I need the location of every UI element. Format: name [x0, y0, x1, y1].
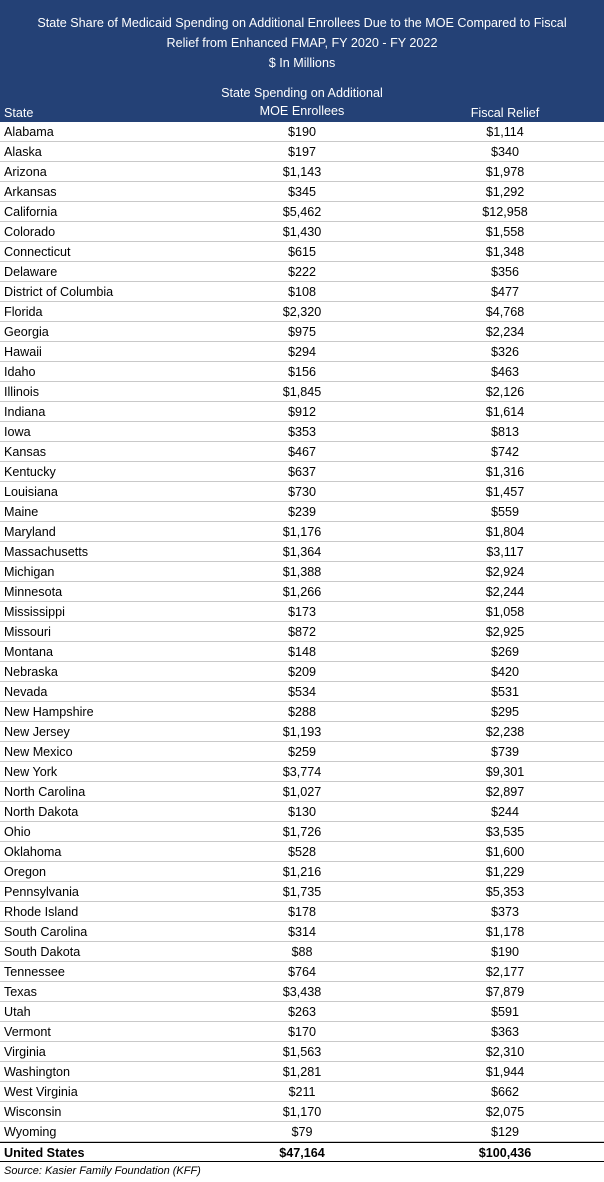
fiscal-relief-cell: $5,353 [485, 885, 525, 899]
state-cell: New York [4, 765, 58, 779]
moe-cell: $1,266 [282, 585, 322, 599]
table-row [0, 382, 604, 402]
state-cell: Alaska [4, 145, 42, 159]
fiscal-relief-cell: $1,614 [485, 405, 525, 419]
moe-cell: $615 [287, 245, 317, 259]
moe-cell: $764 [287, 965, 317, 979]
table-row [0, 762, 604, 782]
table-row [0, 722, 604, 742]
moe-cell: $3,438 [282, 985, 322, 999]
table-row [0, 582, 604, 602]
table-row [0, 622, 604, 642]
moe-cell: $353 [287, 425, 317, 439]
table-row [0, 882, 604, 902]
moe-cell: $108 [287, 285, 317, 299]
column-header-moe-line: State Spending on Additional [221, 86, 383, 100]
moe-cell: $239 [287, 505, 317, 519]
column-header-state: State [4, 106, 34, 120]
fiscal-relief-cell: $1,944 [485, 1065, 525, 1079]
table-row [0, 1062, 604, 1082]
state-cell: Kentucky [4, 465, 56, 479]
moe-cell: $1,388 [282, 565, 322, 579]
table-row [0, 482, 604, 502]
table-row [0, 962, 604, 982]
fiscal-relief-cell: $2,925 [485, 625, 525, 639]
table-row [0, 362, 604, 382]
moe-cell: $637 [287, 465, 317, 479]
table-header [0, 0, 604, 122]
moe-cell: $912 [287, 405, 317, 419]
table-row [0, 642, 604, 662]
table-row [0, 402, 604, 422]
fiscal-relief-cell: $1,114 [486, 125, 524, 139]
moe-cell: $1,563 [282, 1045, 322, 1059]
state-cell: North Carolina [4, 785, 86, 799]
moe-cell: $872 [287, 625, 317, 639]
state-cell: South Dakota [4, 945, 81, 959]
moe-cell: $1,216 [282, 865, 322, 879]
fiscal-relief-cell: $340 [490, 145, 520, 159]
fiscal-relief-cell: $3,535 [485, 825, 525, 839]
moe-cell: $1,027 [282, 785, 322, 799]
moe-cell: $1,143 [282, 165, 322, 179]
moe-cell: $1,845 [282, 385, 322, 399]
moe-cell: $730 [287, 485, 317, 499]
table-row [0, 122, 604, 142]
state-cell: Mississippi [4, 605, 65, 619]
table-row [0, 942, 604, 962]
state-cell: Ohio [4, 825, 31, 839]
state-cell: New Mexico [4, 745, 73, 759]
fiscal-relief-cell: $373 [490, 905, 520, 919]
fiscal-relief-cell: $2,310 [485, 1045, 525, 1059]
moe-cell: $314 [287, 925, 317, 939]
table-row [0, 342, 604, 362]
fiscal-relief-cell: $7,879 [485, 985, 525, 999]
fiscal-relief-cell: $4,768 [485, 305, 525, 319]
table-row [0, 1022, 604, 1042]
state-cell: Indiana [4, 405, 46, 419]
moe-cell: $173 [287, 605, 317, 619]
fiscal-relief-cell: $129 [490, 1125, 520, 1139]
fiscal-relief-cell: $662 [490, 1085, 520, 1099]
state-cell: Arkansas [4, 185, 57, 199]
fiscal-relief-cell: $295 [490, 705, 520, 719]
table-row [0, 322, 604, 342]
moe-cell: $130 [287, 805, 317, 819]
moe-cell: $156 [287, 365, 317, 379]
column-header-moe [193, 84, 411, 120]
moe-cell: $88 [291, 945, 313, 959]
state-cell: Idaho [4, 365, 36, 379]
state-cell: Michigan [4, 565, 55, 579]
moe-cell: $1,735 [282, 885, 322, 899]
table-row [0, 662, 604, 682]
state-cell: Oklahoma [4, 845, 62, 859]
state-cell: United States [4, 1146, 85, 1160]
moe-cell: $1,430 [282, 225, 322, 239]
state-cell: Wyoming [4, 1125, 57, 1139]
state-cell: Maryland [4, 525, 56, 539]
fiscal-relief-cell: $2,244 [485, 585, 525, 599]
table-row [0, 842, 604, 862]
moe-cell: $2,320 [282, 305, 322, 319]
moe-cell: $975 [287, 325, 317, 339]
table-row [0, 222, 604, 242]
table-row [0, 522, 604, 542]
moe-cell: $288 [287, 705, 317, 719]
state-cell: Nebraska [4, 665, 58, 679]
moe-cell: $197 [287, 145, 317, 159]
table-row [0, 502, 604, 522]
table-row [0, 282, 604, 302]
table-row [0, 702, 604, 722]
table-row [0, 862, 604, 882]
moe-cell: $47,164 [279, 1146, 325, 1160]
state-cell: Oregon [4, 865, 47, 879]
table-row [0, 1122, 604, 1142]
fiscal-relief-cell: $363 [490, 1025, 520, 1039]
state-cell: Utah [4, 1005, 31, 1019]
moe-cell: $294 [287, 345, 317, 359]
state-cell: Missouri [4, 625, 51, 639]
fiscal-relief-cell: $9,301 [485, 765, 525, 779]
fiscal-relief-cell: $463 [490, 365, 520, 379]
state-cell: Colorado [4, 225, 56, 239]
moe-cell: $1,281 [282, 1065, 322, 1079]
column-header-moe-line: MOE Enrollees [259, 104, 345, 118]
table-row [0, 782, 604, 802]
fiscal-relief-cell: $1,558 [485, 225, 525, 239]
fiscal-relief-cell: $244 [490, 805, 520, 819]
fiscal-relief-cell: $1,804 [485, 525, 525, 539]
table-row [0, 1082, 604, 1102]
moe-cell: $3,774 [282, 765, 322, 779]
fiscal-relief-cell: $742 [490, 445, 520, 459]
title-line: $ In Millions [268, 56, 336, 70]
fiscal-relief-cell: $1,178 [485, 925, 525, 939]
fiscal-relief-cell: $2,075 [485, 1105, 525, 1119]
moe-cell: $1,176 [282, 525, 322, 539]
state-cell: Delaware [4, 265, 58, 279]
moe-cell: $534 [287, 685, 317, 699]
moe-cell: $148 [287, 645, 317, 659]
column-header-fiscal-relief: Fiscal Relief [470, 106, 540, 120]
state-cell: Alabama [4, 125, 54, 139]
state-cell: Washington [4, 1065, 71, 1079]
state-cell: West Virginia [4, 1085, 78, 1099]
table-row [0, 1002, 604, 1022]
table-row [0, 1102, 604, 1122]
fiscal-relief-cell: $1,316 [485, 465, 525, 479]
fiscal-relief-cell: $2,126 [485, 385, 525, 399]
fiscal-relief-cell: $269 [490, 645, 520, 659]
state-cell: Kansas [4, 445, 47, 459]
table-row [0, 182, 604, 202]
state-cell: District of Columbia [4, 285, 114, 299]
moe-cell: $170 [287, 1025, 317, 1039]
fiscal-relief-cell: $326 [490, 345, 520, 359]
moe-cell: $79 [291, 1125, 313, 1139]
moe-cell: $1,364 [282, 545, 322, 559]
table-row [0, 262, 604, 282]
fiscal-relief-cell: $1,229 [485, 865, 525, 879]
moe-cell: $178 [287, 905, 317, 919]
moe-cell: $1,193 [282, 725, 322, 739]
moe-cell: $190 [287, 125, 317, 139]
table-row [0, 982, 604, 1002]
fiscal-relief-cell: $2,897 [485, 785, 525, 799]
table-row [0, 162, 604, 182]
table-row [0, 542, 604, 562]
fiscal-relief-cell: $477 [490, 285, 520, 299]
moe-cell: $222 [287, 265, 317, 279]
fiscal-relief-cell: $2,924 [485, 565, 525, 579]
state-cell: Illinois [4, 385, 39, 399]
source-note: Source: Kasier Family Foundation (KFF) [4, 1165, 201, 1177]
moe-cell: $1,726 [282, 825, 322, 839]
table-row [0, 802, 604, 822]
title-line: Relief from Enhanced FMAP, FY 2020 - FY 2022 [166, 36, 438, 50]
state-cell: New Jersey [4, 725, 70, 739]
fiscal-relief-cell: $813 [490, 425, 520, 439]
fiscal-relief-cell: $190 [490, 945, 520, 959]
fiscal-relief-cell: $100,436 [478, 1146, 532, 1160]
fiscal-relief-cell: $591 [490, 1005, 520, 1019]
moe-cell: $1,170 [282, 1105, 322, 1119]
fiscal-relief-cell: $2,238 [485, 725, 525, 739]
table-body [0, 122, 604, 1162]
table-row [0, 302, 604, 322]
fiscal-relief-cell: $1,978 [485, 165, 525, 179]
state-cell: California [4, 205, 58, 219]
state-cell: Vermont [4, 1025, 51, 1039]
table-title [0, 13, 604, 73]
state-cell: North Dakota [4, 805, 79, 819]
fiscal-relief-cell: $1,058 [485, 605, 525, 619]
state-cell: Hawaii [4, 345, 42, 359]
fiscal-relief-cell: $1,292 [485, 185, 525, 199]
total-row [0, 1142, 604, 1162]
table-row [0, 462, 604, 482]
table-row [0, 562, 604, 582]
moe-cell: $263 [287, 1005, 317, 1019]
state-cell: Texas [4, 985, 37, 999]
state-cell: South Carolina [4, 925, 88, 939]
table-row [0, 822, 604, 842]
fiscal-relief-cell: $1,457 [485, 485, 525, 499]
table-row [0, 742, 604, 762]
state-cell: Maine [4, 505, 39, 519]
state-cell: Virginia [4, 1045, 46, 1059]
fiscal-relief-cell: $1,348 [485, 245, 525, 259]
state-cell: Tennessee [4, 965, 65, 979]
table-row [0, 1042, 604, 1062]
moe-cell: $209 [287, 665, 317, 679]
state-cell: Iowa [4, 425, 31, 439]
table-row [0, 142, 604, 162]
state-cell: Connecticut [4, 245, 71, 259]
state-cell: Georgia [4, 325, 49, 339]
state-cell: Wisconsin [4, 1105, 62, 1119]
moe-cell: $5,462 [282, 205, 322, 219]
fiscal-relief-cell: $1,600 [485, 845, 525, 859]
moe-cell: $467 [287, 445, 317, 459]
fiscal-relief-cell: $559 [490, 505, 520, 519]
fiscal-relief-cell: $2,177 [485, 965, 525, 979]
fiscal-relief-cell: $420 [490, 665, 520, 679]
table-row [0, 242, 604, 262]
fiscal-relief-cell: $2,234 [485, 325, 525, 339]
state-cell: Arizona [4, 165, 47, 179]
state-cell: Louisiana [4, 485, 58, 499]
moe-cell: $528 [287, 845, 317, 859]
table-row [0, 202, 604, 222]
state-cell: New Hampshire [4, 705, 94, 719]
state-cell: Minnesota [4, 585, 63, 599]
state-cell: Massachusetts [4, 545, 88, 559]
state-cell: Pennsylvania [4, 885, 79, 899]
moe-cell: $345 [287, 185, 317, 199]
fiscal-relief-cell: $739 [490, 745, 520, 759]
fiscal-relief-cell: $12,958 [482, 205, 528, 219]
fiscal-relief-cell: $3,117 [486, 545, 524, 559]
table-row [0, 922, 604, 942]
moe-cell: $259 [287, 745, 317, 759]
fiscal-relief-cell: $356 [490, 265, 520, 279]
moe-cell: $211 [288, 1085, 316, 1099]
table-row [0, 902, 604, 922]
fiscal-relief-cell: $531 [490, 685, 520, 699]
state-cell: Florida [4, 305, 43, 319]
state-cell: Rhode Island [4, 905, 79, 919]
table-row [0, 422, 604, 442]
title-line: State Share of Medicaid Spending on Additional Enrollees Due to the MOE Compared to Fiscal [37, 16, 567, 30]
state-cell: Montana [4, 645, 54, 659]
table-row [0, 682, 604, 702]
state-cell: Nevada [4, 685, 48, 699]
table-row [0, 602, 604, 622]
table-row [0, 442, 604, 462]
